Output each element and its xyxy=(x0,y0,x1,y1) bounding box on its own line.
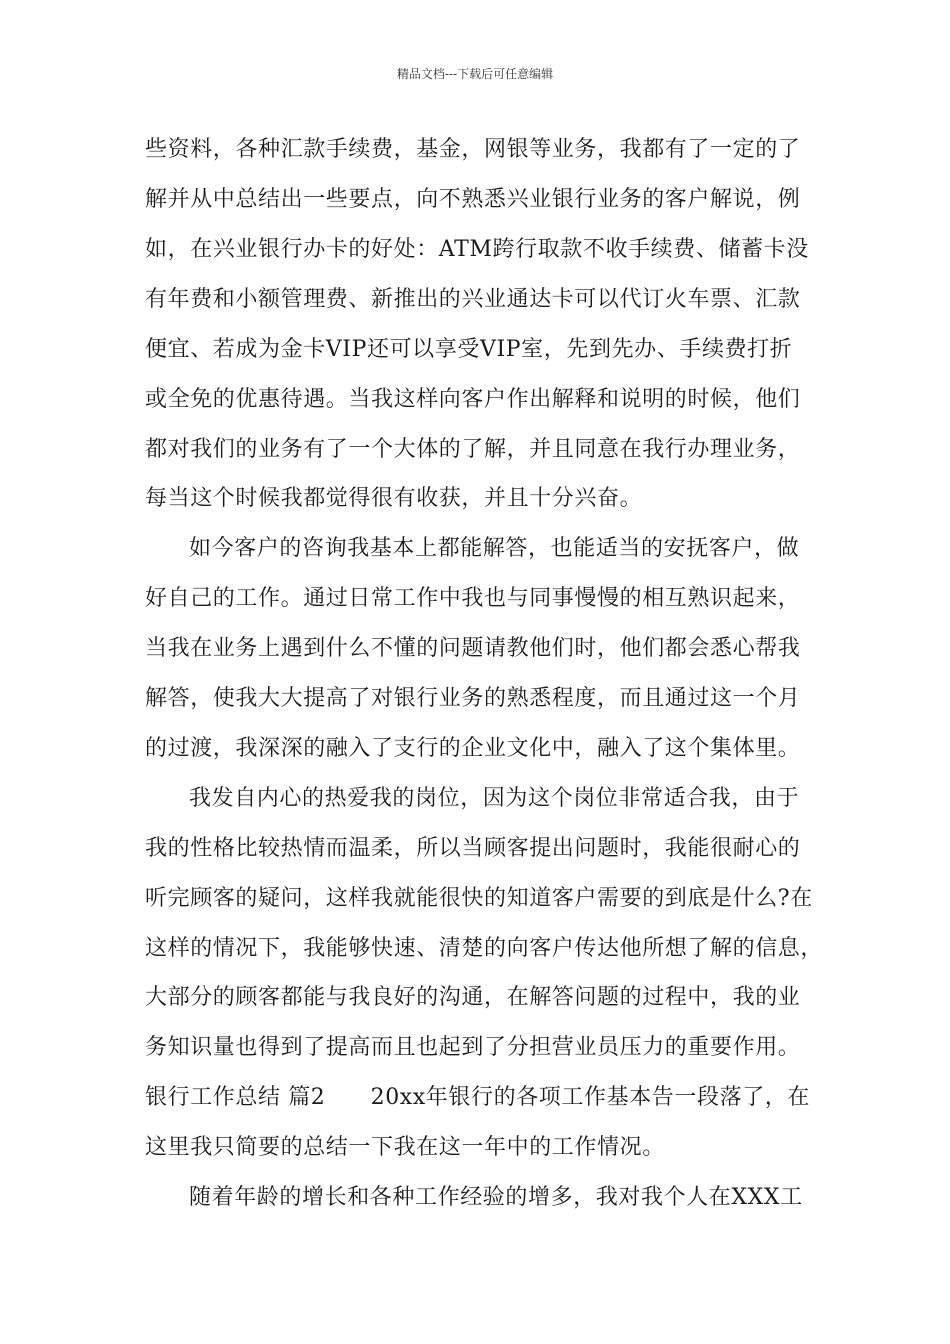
text-line: 听完顾客的疑问，这样我就能很快的知道客户需要的到底是什么?在 xyxy=(145,886,813,911)
page-header: 精品文档---下载后可任意编辑 xyxy=(396,67,554,81)
text-line: 大部分的顾客都能与我良好的沟通，在解答问题的过程中，我的业 xyxy=(145,985,801,1010)
section-heading-line: 银行工作总结 篇2 20xx年银行的各项工作基本告一段落了，在 xyxy=(145,1085,811,1110)
paragraph-first-line: 随着年龄的增长和各种工作经验的增多，我对我个人在XXX工 xyxy=(189,1185,803,1210)
paragraph-first-line: 我发自内心的热爱我的岗位，因为这个岗位非常适合我，由于 xyxy=(189,786,800,811)
text-line: 这样的情况下，我能够快速、清楚的向客户传达他所想了解的信息， xyxy=(145,936,824,961)
text-line: 解答，使我大大提高了对银行业务的熟悉程度，而且通过这一个月 xyxy=(145,686,801,711)
text-line: 有年费和小额管理费、新推出的兴业通达卡可以代订火车票、汇款 xyxy=(145,287,801,312)
text-line: 或全免的优惠待遇。当我这样向客户作出解释和说明的时候，他们 xyxy=(145,387,801,412)
text-line: 如，在兴业银行办卡的好处：ATM跨行取款不收手续费、储蓄卡没 xyxy=(145,237,809,262)
text-line: 每当这个时候我都觉得很有收获，并且十分兴奋。 xyxy=(145,486,643,511)
text-line: 务知识量也得到了提高而且也起到了分担营业员压力的重要作用。 xyxy=(145,1035,801,1060)
text-line: 都对我们的业务有了一个大体的了解，并且同意在我行办理业务， xyxy=(145,437,801,462)
paragraph-first-line: 如今客户的咨询我基本上都能解答，也能适当的安抚客户，做 xyxy=(189,536,800,561)
text-line: 解并从中总结出一些要点，向不熟悉兴业银行业务的客户解说，例 xyxy=(145,187,801,212)
text-line: 便宜、若成为金卡VIP还可以享受VIP室，先到先办、手续费打折 xyxy=(145,337,793,362)
text-line: 当我在业务上遇到什么不懂的问题请教他们时，他们都会悉心帮我 xyxy=(145,636,801,661)
text-line: 的过渡，我深深的融入了支行的企业文化中，融入了这个集体里。 xyxy=(145,736,801,761)
text-line: 我的性格比较热情而温柔，所以当顾客提出问题时，我能很耐心的 xyxy=(145,836,801,861)
text-line: 这里我只简要的总结一下我在这一年中的工作情况。 xyxy=(145,1135,665,1160)
text-line: 些资料，各种汇款手续费，基金，网银等业务，我都有了一定的了 xyxy=(145,137,801,162)
text-line: 好自己的工作。通过日常工作中我也与同事慢慢的相互熟识起来， xyxy=(145,586,801,611)
